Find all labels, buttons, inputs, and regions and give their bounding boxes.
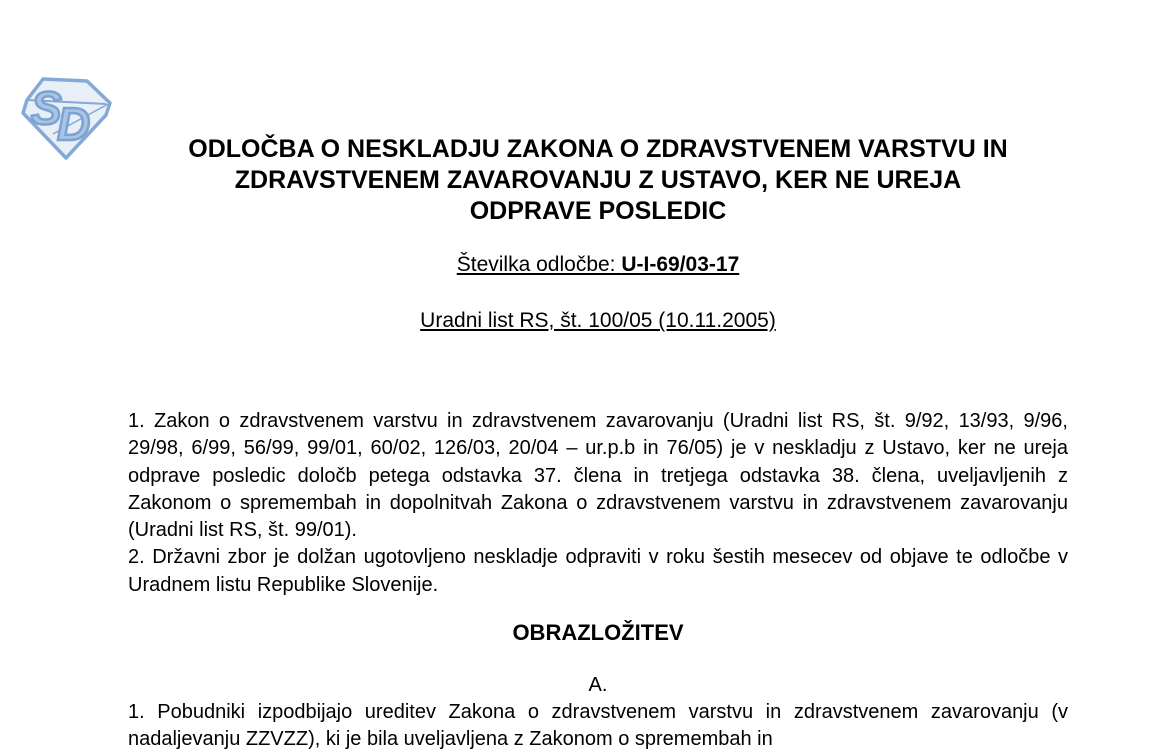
- reasoning-heading: OBRAZLOŽITEV: [512, 620, 684, 646]
- logo-letter-d: D: [57, 98, 91, 150]
- decision-number-line: [128, 251, 1068, 278]
- title-line-3: ODPRAVE POSLEDIC: [469, 197, 727, 225]
- document-title: [128, 134, 1068, 227]
- operative-part: [128, 408, 1068, 754]
- operative-paragraph-2: 2. Državni zbor je dolžan ugotovljeno neskladje odpraviti v roku šestih mesecev od objave te odločbe v Uradnem listu Republike Slovenije.: [128, 546, 1068, 596]
- document-body: [128, 0, 1068, 754]
- decision-number-label: Številka odločbe:: [456, 253, 622, 276]
- title-line-1: ODLOČBA O NESKLADJU ZAKONA O ZDRAVSTVENEM VARSTVU IN: [188, 135, 1008, 163]
- operative-paragraph-1: 1. Zakon o zdravstvenem varstvu in zdravstvenem zavarovanju (Uradni list RS, št. 9/92, 13/93, 9/96, 29/98, 6/99, 56/99, 99/01, 60/02, 126/03, 20/04 – ur.p.b in 76/05) je v neskladju z Ustavo, ker ne ureja odprave posledic določb petega odstavka 37. člena in tretjega odstavka 38. člena, uveljavljenih z Zakonom o spremembah in dopolnitvah Zakona o zdravstvenem varstvu in zdravstvenem zavarovanju (Uradni list RS, št. 99/01).: [128, 410, 1068, 542]
- reasoning-paragraph-1: 1. Pobudniki izpodbijajo ureditev Zakona o zdravstvenem varstvu in zdravstvenem zavarovanju (v nadaljevanju ZZVZZ), ki je bila uveljavljena z Zakonom o spremembah in: [128, 701, 1068, 751]
- section-a-label: A.: [588, 674, 608, 697]
- gazette-line: [128, 307, 1068, 334]
- gazette-text: Uradni list RS, št. 100/05 (10.11.2005): [420, 309, 776, 332]
- logo-letter-s: S: [31, 82, 62, 134]
- decision-number-value: U-I-69/03-17: [621, 253, 740, 276]
- sd-gem-logo-icon: [13, 74, 116, 162]
- title-line-2: ZDRAVSTVENEM ZAVAROVANJU Z USTAVO, KER NE UREJA: [234, 166, 962, 194]
